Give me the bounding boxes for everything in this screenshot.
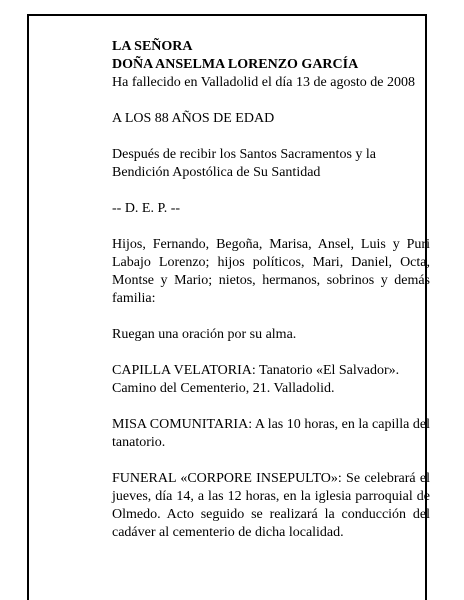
chapel-address: Camino del Cementerio, 21. Valladolid. [112,381,335,396]
death-notice: Ha fallecido en Valladolid el día 13 de agosto de 2008 [112,75,415,90]
dep-line: -- D. E. P. -- [112,201,181,216]
age-line: A LOS 88 AÑOS DE EDAD [112,111,275,126]
chapel-line: CAPILLA VELATORIA: Tanatorio «El Salvador». [112,363,400,378]
obituary-content [112,38,430,542]
funeral-text: FUNERAL «CORPORE INSEPULTO»: Se celebrará el jueves, día 14, a las 12 horas, en la iglesia parroquial de Olmedo. Acto seguido se realizará la conducción del cadáver al cementerio de dicha localidad. [112,471,430,540]
title-line: LA SEÑORA [112,39,193,54]
sacraments-text: Después de recibir los Santos Sacramentos y la Bendición Apostólica de Su Santidad [112,147,376,180]
family-text: Hijos, Fernando, Begoña, Marisa, Ansel, Luis y Puri Labajo Lorenzo; hijos políticos, Mari, Daniel, Octa, Montse y Mario; nietos, hermanos, sobrinos y demás familia: [112,237,430,306]
prayer-line: Ruegan una oración por su alma. [112,327,297,342]
deceased-name: DOÑA ANSELMA LORENZO GARCÍA [112,57,359,72]
mass-text: MISA COMUNITARIA: A las 10 horas, en la capilla del tanatorio. [112,417,430,450]
